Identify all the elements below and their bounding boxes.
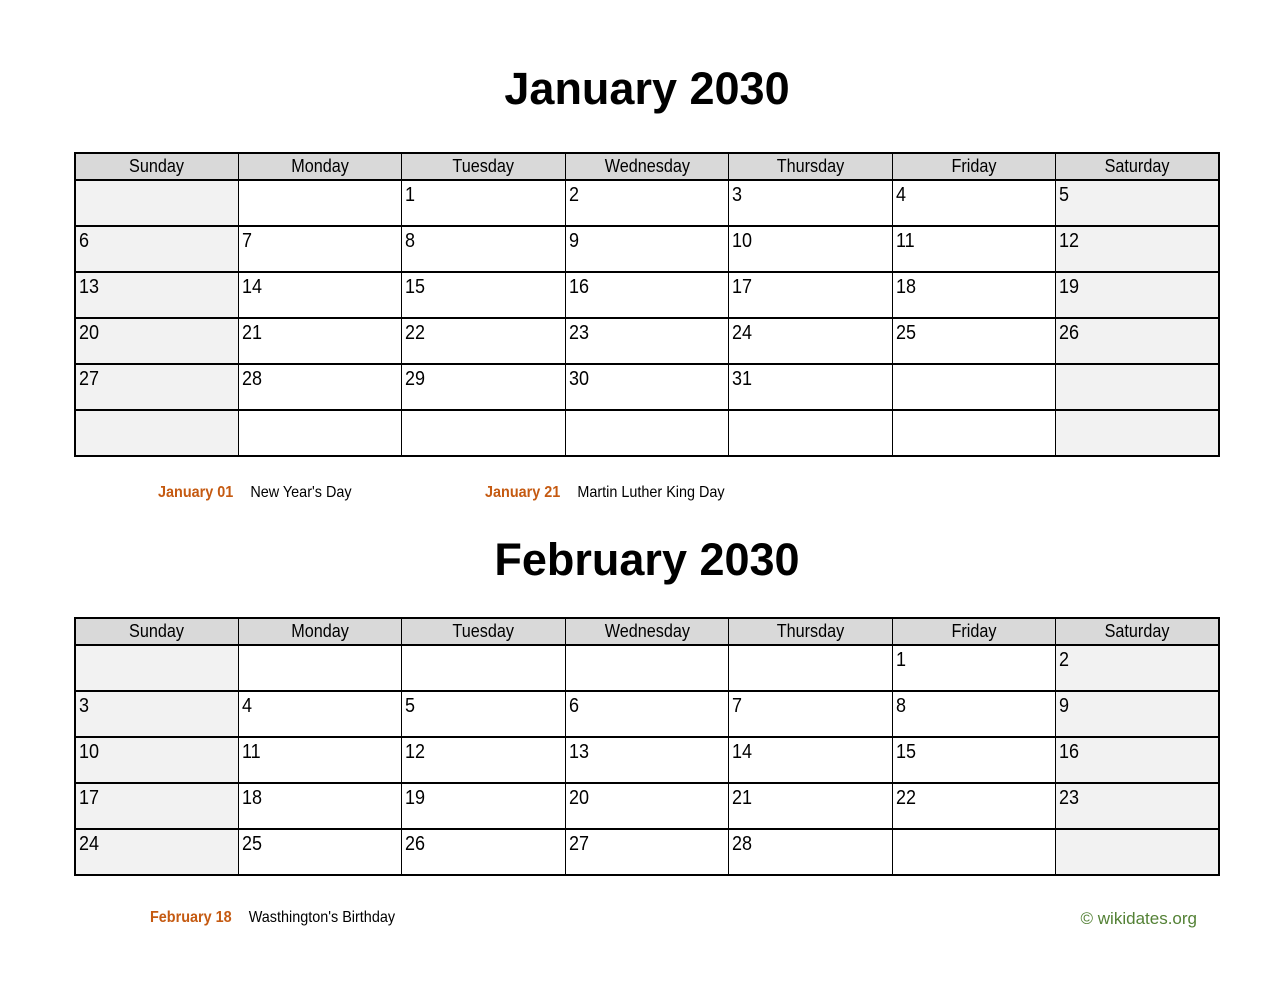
day-number: 6: [79, 230, 90, 252]
day-cell-17: [729, 272, 892, 318]
day-cell-9: [565, 226, 728, 272]
day-cell-9: [1056, 691, 1219, 737]
day-number: 8: [405, 230, 416, 252]
weekday-label: Tuesday: [452, 156, 515, 176]
day-cell-16: [565, 272, 728, 318]
day-number: 15: [895, 741, 916, 763]
day-number: 9: [568, 230, 579, 252]
day-number: 4: [895, 184, 906, 206]
day-cell-10: [75, 737, 238, 783]
weekday-label: Friday: [951, 621, 997, 641]
day-cell-31: [729, 364, 892, 410]
day-cell-15: [402, 272, 565, 318]
day-number: 13: [568, 741, 589, 763]
week-row: [75, 226, 1219, 272]
empty-day-cell: [75, 180, 238, 226]
empty-day-cell: [402, 645, 565, 691]
calendar-table-february: [74, 617, 1220, 876]
day-number: 28: [241, 368, 262, 390]
day-number: 2: [1059, 649, 1070, 671]
day-cell-3: [729, 180, 892, 226]
weekday-header-saturday: [1056, 153, 1219, 180]
day-number: 18: [895, 276, 916, 298]
day-number: 12: [1059, 230, 1080, 252]
empty-day-cell: [238, 410, 401, 456]
day-number: 4: [241, 695, 252, 717]
day-cell-5: [1056, 180, 1219, 226]
day-cell-29: [402, 364, 565, 410]
day-cell-27: [565, 829, 728, 875]
weekday-header-thursday: [729, 153, 892, 180]
day-cell-26: [402, 829, 565, 875]
holiday-item: [158, 483, 352, 503]
weekday-label: Monday: [291, 621, 349, 641]
empty-day-cell: [892, 364, 1055, 410]
day-number: 19: [405, 787, 426, 809]
day-number: 28: [732, 833, 753, 855]
day-cell-12: [1056, 226, 1219, 272]
weekday-header-row: [75, 618, 1219, 645]
day-cell-5: [402, 691, 565, 737]
day-number: 5: [405, 695, 416, 717]
empty-day-cell: [892, 829, 1055, 875]
day-cell-13: [75, 272, 238, 318]
day-cell-21: [729, 783, 892, 829]
footer-row: [74, 908, 1220, 930]
day-cell-23: [565, 318, 728, 364]
day-cell-1: [402, 180, 565, 226]
day-number: 25: [895, 322, 916, 344]
weekday-header-friday: [892, 153, 1055, 180]
holiday-item: [485, 483, 725, 503]
day-number: 22: [405, 322, 426, 344]
day-number: 20: [79, 322, 100, 344]
weekday-header-tuesday: [402, 618, 565, 645]
day-cell-18: [892, 272, 1055, 318]
day-number: 14: [241, 276, 262, 298]
weekday-header-monday: [238, 618, 401, 645]
week-row: [75, 364, 1219, 410]
day-number: 24: [79, 833, 100, 855]
empty-day-cell: [565, 410, 728, 456]
holiday-name: Wasthington's Birthday: [248, 909, 396, 926]
day-number: 3: [732, 184, 743, 206]
calendar-page: [74, 62, 1220, 930]
weekday-header-wednesday: [565, 618, 728, 645]
day-cell-19: [1056, 272, 1219, 318]
day-cell-11: [238, 737, 401, 783]
day-number: 18: [241, 787, 262, 809]
holiday-date: January 01: [158, 484, 234, 501]
weekday-label: Thursday: [776, 621, 845, 641]
weekday-header-thursday: [729, 618, 892, 645]
holiday-date: February 18: [150, 909, 232, 926]
day-cell-22: [892, 783, 1055, 829]
day-number: 10: [732, 230, 753, 252]
holiday-list-january: [74, 483, 1220, 503]
weekday-header-wednesday: [565, 153, 728, 180]
empty-day-cell: [1056, 410, 1219, 456]
weekday-label: Wednesday: [604, 621, 690, 641]
day-cell-4: [238, 691, 401, 737]
week-row: [75, 737, 1219, 783]
day-number: 7: [241, 230, 252, 252]
day-cell-2: [565, 180, 728, 226]
day-number: 16: [568, 276, 589, 298]
day-number: 10: [79, 741, 100, 763]
weekday-header-friday: [892, 618, 1055, 645]
day-number: 17: [79, 787, 100, 809]
day-number: 29: [405, 368, 426, 390]
day-number: 13: [79, 276, 100, 298]
day-cell-14: [729, 737, 892, 783]
day-number: 22: [895, 787, 916, 809]
day-number: 12: [405, 741, 426, 763]
day-cell-4: [892, 180, 1055, 226]
day-cell-12: [402, 737, 565, 783]
day-number: 3: [79, 695, 90, 717]
weekday-label: Monday: [291, 156, 349, 176]
weekday-label: Sunday: [129, 156, 185, 176]
day-cell-6: [565, 691, 728, 737]
day-number: 11: [895, 230, 915, 252]
day-cell-21: [238, 318, 401, 364]
week-row: [75, 783, 1219, 829]
week-row: [75, 180, 1219, 226]
day-cell-24: [75, 829, 238, 875]
day-number: 26: [405, 833, 426, 855]
copyright-text: © wikidates.org: [1080, 909, 1197, 928]
day-cell-10: [729, 226, 892, 272]
day-cell-30: [565, 364, 728, 410]
day-number: 30: [568, 368, 589, 390]
holiday-date: January 21: [485, 484, 561, 501]
weekday-header-tuesday: [402, 153, 565, 180]
day-cell-14: [238, 272, 401, 318]
day-number: 14: [732, 741, 753, 763]
empty-day-cell: [75, 645, 238, 691]
day-cell-28: [729, 829, 892, 875]
week-row: [75, 645, 1219, 691]
day-number: 23: [1059, 787, 1080, 809]
empty-day-cell: [1056, 364, 1219, 410]
day-number: 6: [568, 695, 579, 717]
month-february: [74, 533, 1220, 930]
day-number: 27: [568, 833, 589, 855]
day-cell-20: [75, 318, 238, 364]
day-cell-16: [1056, 737, 1219, 783]
day-number: 2: [568, 184, 579, 206]
day-cell-2: [1056, 645, 1219, 691]
holiday-item: [150, 908, 395, 928]
day-cell-20: [565, 783, 728, 829]
weekday-label: Saturday: [1104, 621, 1170, 641]
day-number: 11: [241, 741, 261, 763]
day-number: 24: [732, 322, 753, 344]
weekday-label: Sunday: [129, 621, 185, 641]
weekday-label: Tuesday: [452, 621, 515, 641]
day-cell-18: [238, 783, 401, 829]
day-number: 21: [732, 787, 753, 809]
weekday-header-sunday: [75, 618, 238, 645]
week-row: [75, 691, 1219, 737]
day-cell-24: [729, 318, 892, 364]
week-row: [75, 410, 1219, 456]
month-title-january: January 2030: [504, 63, 790, 114]
day-number: 20: [568, 787, 589, 809]
day-cell-3: [75, 691, 238, 737]
day-number: 1: [895, 649, 906, 671]
holiday-name: Martin Luther King Day: [577, 484, 725, 501]
empty-day-cell: [892, 410, 1055, 456]
day-number: 15: [405, 276, 426, 298]
empty-day-cell: [402, 410, 565, 456]
weekday-label: Saturday: [1104, 156, 1170, 176]
day-cell-7: [729, 691, 892, 737]
day-cell-17: [75, 783, 238, 829]
month-title-february: February 2030: [494, 534, 800, 585]
empty-day-cell: [238, 645, 401, 691]
weekday-label: Friday: [951, 156, 997, 176]
day-number: 16: [1059, 741, 1080, 763]
day-number: 19: [1059, 276, 1080, 298]
day-number: 21: [241, 322, 262, 344]
day-cell-11: [892, 226, 1055, 272]
weekday-label: Thursday: [776, 156, 845, 176]
day-number: 1: [405, 184, 416, 206]
day-cell-27: [75, 364, 238, 410]
day-cell-8: [402, 226, 565, 272]
weekday-label: Wednesday: [604, 156, 690, 176]
day-cell-28: [238, 364, 401, 410]
holiday-name: New Year's Day: [250, 484, 352, 501]
day-cell-23: [1056, 783, 1219, 829]
day-cell-19: [402, 783, 565, 829]
day-number: 27: [79, 368, 100, 390]
day-cell-1: [892, 645, 1055, 691]
empty-day-cell: [565, 645, 728, 691]
day-number: 8: [895, 695, 906, 717]
day-cell-7: [238, 226, 401, 272]
weekday-header-saturday: [1056, 618, 1219, 645]
week-row: [75, 318, 1219, 364]
day-number: 25: [241, 833, 262, 855]
week-row: [75, 829, 1219, 875]
week-row: [75, 272, 1219, 318]
day-cell-8: [892, 691, 1055, 737]
calendar-table-january: [74, 152, 1220, 457]
day-number: 7: [732, 695, 743, 717]
day-cell-13: [565, 737, 728, 783]
weekday-header-monday: [238, 153, 401, 180]
empty-day-cell: [729, 645, 892, 691]
day-number: 31: [732, 368, 753, 390]
empty-day-cell: [1056, 829, 1219, 875]
day-cell-25: [892, 318, 1055, 364]
day-number: 17: [732, 276, 753, 298]
weekday-header-row: [75, 153, 1219, 180]
weekday-header-sunday: [75, 153, 238, 180]
empty-day-cell: [238, 180, 401, 226]
day-cell-22: [402, 318, 565, 364]
day-cell-26: [1056, 318, 1219, 364]
empty-day-cell: [729, 410, 892, 456]
day-cell-25: [238, 829, 401, 875]
day-cell-15: [892, 737, 1055, 783]
day-number: 5: [1059, 184, 1070, 206]
day-number: 23: [568, 322, 589, 344]
day-number: 9: [1059, 695, 1070, 717]
day-cell-6: [75, 226, 238, 272]
empty-day-cell: [75, 410, 238, 456]
month-january: [74, 62, 1220, 503]
day-number: 26: [1059, 322, 1080, 344]
